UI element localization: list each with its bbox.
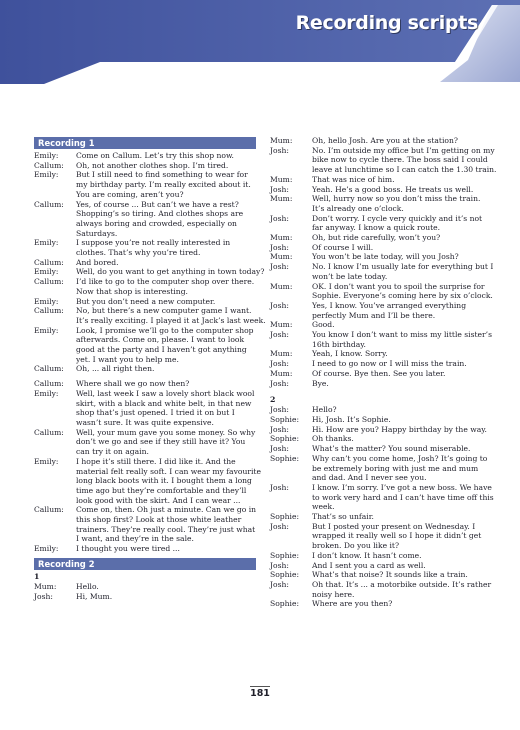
speaker-name: Mum: bbox=[34, 581, 57, 591]
dialogue-line bbox=[34, 287, 256, 297]
speaker-name: Emily: bbox=[34, 456, 59, 466]
dialogue-line bbox=[270, 483, 500, 493]
speaker-name: Josh: bbox=[270, 405, 289, 415]
dialogue-line bbox=[270, 165, 500, 175]
dialogue-line bbox=[34, 515, 256, 525]
speaker-name: Callum: bbox=[34, 427, 64, 437]
dialogue-text: Hi, Josh. It’s Sophie. bbox=[312, 414, 391, 424]
dialogue-text: Oh, not another clothes shop. I’m tired. bbox=[76, 160, 229, 170]
dialogue-line bbox=[34, 534, 256, 544]
dialogue-text: It’s really exciting. I played it at Jack’s last week. bbox=[76, 315, 266, 325]
speaker-name: Mum: bbox=[270, 368, 293, 378]
speaker-name: Mum: bbox=[270, 174, 293, 184]
speaker-name: Josh: bbox=[34, 591, 53, 601]
dialogue-text: far anyway. I know a quick route. bbox=[312, 223, 441, 233]
dialogue-text: Well, last week I saw a lovely short black wool bbox=[76, 388, 255, 398]
recording-2-header: Recording 2 bbox=[34, 558, 256, 570]
page-number-rule bbox=[250, 686, 270, 687]
dialogue-line bbox=[270, 570, 500, 580]
dialogue-line bbox=[270, 551, 500, 561]
speaker-name: Josh: bbox=[270, 213, 289, 223]
dialogue-text: Hello. bbox=[76, 581, 99, 591]
speaker-name: Emily: bbox=[34, 296, 59, 306]
dialogue-text: No. I know I’m usually late for everything but I bbox=[312, 262, 494, 272]
dialogue-text: this shop first? Look at those white leather bbox=[76, 515, 242, 525]
speaker-name: Josh: bbox=[270, 424, 289, 434]
dialogue-line bbox=[270, 291, 500, 301]
dialogue-line bbox=[34, 476, 256, 486]
dialogue-text: bike now to cycle there. The boss said I could bbox=[312, 155, 488, 165]
speaker-name: Emily: bbox=[34, 325, 59, 335]
dialogue-line bbox=[270, 464, 500, 474]
dialogue-text: You know I don’t want to miss my little sister’s bbox=[312, 330, 492, 340]
dialogue-line bbox=[34, 592, 256, 602]
dialogue-text: I don’t know. It hasn’t come. bbox=[312, 550, 422, 560]
dialogue-line bbox=[270, 415, 500, 425]
dialogue-line bbox=[270, 379, 500, 389]
dialogue-line bbox=[34, 180, 256, 190]
dialogue-line bbox=[270, 454, 500, 464]
dialogue-text: clothes. That’s why you’re tired. bbox=[76, 248, 201, 258]
dialogue-line bbox=[270, 502, 500, 512]
dialogue-text: skirt, with a black and white belt, in that new bbox=[76, 398, 252, 408]
speaker-name: Callum: bbox=[34, 160, 64, 170]
right-column bbox=[270, 136, 500, 609]
dialogue-line bbox=[270, 136, 500, 146]
dialogue-line bbox=[34, 408, 256, 418]
dialogue-line bbox=[270, 359, 500, 369]
speaker-name: Emily: bbox=[34, 151, 59, 160]
dialogue-text: afterwards. Come on, please. I want to look bbox=[76, 335, 245, 345]
speaker-name: Josh: bbox=[270, 242, 289, 252]
dialogue-text: be extremely boring with just me and mum bbox=[312, 463, 479, 473]
dialogue-text: Well, hurry now so you don’t miss the train. bbox=[312, 194, 481, 204]
recording-1-header: Recording 1 bbox=[34, 137, 256, 149]
dialogue-text: It’s already one o’clock. bbox=[312, 203, 404, 213]
dialogue-text: material felt really soft. I can wear my favourite bbox=[76, 466, 261, 476]
speaker-name: Callum: bbox=[34, 306, 64, 316]
dialogue-text: Why can’t you come home, Josh? It’s going to bbox=[312, 453, 488, 463]
dialogue-line bbox=[270, 425, 500, 435]
dialogue-text: But I still need to find something to wear for bbox=[76, 170, 248, 180]
dialogue-line bbox=[270, 155, 500, 165]
dialogue-text: Oh, but ride carefully, won’t you? bbox=[312, 233, 441, 243]
speaker-name: Callum: bbox=[34, 379, 64, 389]
section-gap bbox=[270, 388, 500, 393]
dialogue-text: my birthday party. I’m really excited about it. bbox=[76, 180, 251, 190]
dialogue-line bbox=[34, 447, 256, 457]
dialogue-text: time ago but they’re comfortable and they’ll bbox=[76, 485, 247, 495]
speaker-name: Callum: bbox=[34, 277, 64, 287]
header-banner bbox=[0, 0, 520, 84]
dialogue-line bbox=[270, 580, 500, 590]
recording-2-part-2 bbox=[270, 405, 500, 609]
dialogue-line bbox=[34, 277, 256, 287]
speaker-name: Mum: bbox=[270, 281, 293, 291]
dialogue-text: Come on Callum. Let’s try this shop now. bbox=[76, 151, 234, 160]
dialogue-text: Hi, Mum. bbox=[76, 591, 113, 601]
dialogue-line bbox=[270, 330, 500, 340]
speaker-name: Josh: bbox=[270, 145, 289, 155]
dialogue-line bbox=[270, 204, 500, 214]
dialogue-line bbox=[270, 175, 500, 185]
dialogue-text: I thought you were tired ... bbox=[76, 544, 180, 554]
dialogue-line bbox=[34, 306, 256, 316]
dialogue-text: Come on, then. Oh just a minute. Can we go in bbox=[76, 505, 257, 515]
dialogue-line bbox=[34, 486, 256, 496]
speaker-name: Sophie: bbox=[270, 414, 300, 424]
dialogue-line bbox=[34, 399, 256, 409]
speaker-name: Emily: bbox=[34, 388, 59, 398]
speaker-name: Mum: bbox=[270, 233, 293, 243]
dialogue-line bbox=[34, 170, 256, 180]
dialogue-text: No. I’m outside my office but I’m getting on my bbox=[312, 145, 495, 155]
dialogue-line bbox=[34, 428, 256, 438]
dialogue-line bbox=[270, 405, 500, 415]
dialogue-line bbox=[270, 493, 500, 503]
dialogue-line bbox=[34, 326, 256, 336]
dialogue-line bbox=[34, 219, 256, 229]
dialogue-text: Don’t worry. I cycle very quickly and it’s not bbox=[312, 213, 483, 223]
dialogue-line bbox=[34, 457, 256, 467]
dialogue-text: Look, I promise we’ll go to the computer shop bbox=[76, 325, 254, 335]
dialogue-line bbox=[270, 214, 500, 224]
dialogue-text: Hi. How are you? Happy birthday by the way. bbox=[312, 424, 487, 434]
dialogue-line bbox=[34, 544, 256, 554]
dialogue-line bbox=[34, 345, 256, 355]
dialogue-text: I hope it’s still there. I did like it. And the bbox=[76, 456, 236, 466]
dialogue-line bbox=[34, 437, 256, 447]
dialogue-line bbox=[34, 582, 256, 592]
dialogue-text: won’t be late today. bbox=[312, 271, 388, 281]
dialogue-text: Shopping’s so tiring. And clothes shops are bbox=[76, 209, 244, 219]
dialogue-line bbox=[34, 315, 266, 326]
dialogue-text: always boring and crowded, especially on bbox=[76, 218, 237, 228]
speaker-name: Josh: bbox=[270, 482, 289, 492]
dialogue-text: Yes, I know. You’ve arranged everything bbox=[312, 300, 467, 310]
dialogue-line bbox=[270, 561, 500, 571]
dialogue-line bbox=[270, 599, 500, 609]
speaker-name: Sophie: bbox=[270, 434, 300, 444]
speaker-name: Josh: bbox=[270, 262, 289, 272]
dialogue-line bbox=[270, 349, 500, 359]
dialogue-text: That’s so unfair. bbox=[312, 512, 374, 522]
dialogue-text: wasn’t sure. It was quite expensive. bbox=[76, 417, 214, 427]
dialogue-text: And bored. bbox=[76, 257, 119, 267]
dialogue-text: Oh that. It’s ... a motorbike outside. It’s rather bbox=[312, 579, 492, 589]
dialogue-text: OK. I don’t want you to spoil the surprise for bbox=[312, 281, 485, 291]
dialogue-text: Where are you then? bbox=[312, 599, 393, 609]
speaker-name: Sophie: bbox=[270, 550, 300, 560]
dialogue-line bbox=[34, 248, 256, 258]
speaker-name: Mum: bbox=[270, 136, 293, 145]
speaker-name: Sophie: bbox=[270, 512, 300, 522]
dialogue-text: Good. bbox=[312, 320, 335, 330]
dialogue-line bbox=[34, 161, 256, 171]
dialogue-text: But I posted your present on Wednesday. I bbox=[312, 521, 476, 531]
dialogue-line bbox=[270, 473, 500, 483]
dialogue-text: Oh, ... all right then. bbox=[76, 364, 155, 374]
dialogue-text: perfectly Mum and I’ll be there. bbox=[312, 310, 436, 320]
dialogue-text: broken. Do you like it? bbox=[312, 541, 400, 551]
dialogue-line bbox=[270, 146, 500, 156]
speaker-name: Emily: bbox=[34, 544, 59, 554]
dialogue-line bbox=[270, 434, 500, 444]
dialogue-line bbox=[34, 525, 256, 535]
dialogue-text: Of course I will. bbox=[312, 242, 374, 252]
dialogue-text: Of course. Bye then. See you later. bbox=[312, 368, 446, 378]
dialogue-text: Yeah, I know. Sorry. bbox=[312, 349, 388, 359]
dialogue-line bbox=[270, 590, 500, 600]
dialogue-text: You are coming, aren’t you? bbox=[76, 189, 184, 199]
speaker-name: Mum: bbox=[270, 194, 293, 204]
dialogue-text: Now that shop is interesting. bbox=[76, 286, 188, 296]
dialogue-text: No, but there’s a new computer game I want. bbox=[76, 306, 252, 316]
dialogue-line bbox=[34, 151, 256, 161]
dialogue-text: And I sent you a card as well. bbox=[312, 560, 426, 570]
dialogue-text: Well, do you want to get anything in town today? bbox=[76, 267, 265, 277]
speaker-name: Callum: bbox=[34, 257, 64, 267]
dialogue-text: What’s the matter? You sound miserable. bbox=[312, 444, 471, 454]
dialogue-line bbox=[270, 369, 500, 379]
speaker-name: Mum: bbox=[270, 320, 293, 330]
dialogue-text: 16th birthday. bbox=[312, 339, 366, 349]
dialogue-text: wrapped it really well so I hope it didn’t get bbox=[312, 531, 482, 541]
dialogue-line bbox=[34, 355, 256, 365]
dialogue-line bbox=[270, 301, 500, 311]
dialogue-text: to work very hard and I can’t have time off this bbox=[312, 492, 494, 502]
dialogue-text: can try it on again. bbox=[76, 447, 149, 457]
dialogue-line bbox=[34, 496, 256, 506]
dialogue-text: Sophie. Everyone’s coming here by six o’clock. bbox=[312, 291, 493, 301]
speaker-name: Josh: bbox=[270, 330, 289, 340]
recording-2-part-1-start bbox=[34, 582, 256, 601]
dialogue-line bbox=[270, 262, 500, 272]
speaker-name: Josh: bbox=[270, 378, 289, 388]
part-number-1: 1 bbox=[34, 571, 40, 581]
dialogue-text: That was nice of him. bbox=[312, 174, 395, 184]
speaker-name: Callum: bbox=[34, 505, 64, 515]
dialogue-line bbox=[270, 243, 500, 253]
dialogue-text: Yes, of course ... But can’t we have a rest? bbox=[76, 199, 239, 209]
dialogue-line bbox=[34, 335, 256, 345]
dialogue-text: I suppose you’re not really interested in bbox=[76, 238, 231, 248]
dialogue-text: Oh thanks. bbox=[312, 434, 354, 444]
dialogue-text: yet. I want you to help me. bbox=[76, 354, 179, 364]
dialogue-line bbox=[34, 297, 256, 307]
recording-1-transcript bbox=[34, 151, 266, 554]
speaker-name: Mum: bbox=[270, 349, 293, 359]
dialogue-line bbox=[34, 379, 256, 389]
dialogue-line bbox=[270, 311, 500, 321]
speaker-name: Sophie: bbox=[270, 599, 300, 609]
dialogue-text: Where shall we go now then? bbox=[76, 379, 190, 389]
dialogue-line bbox=[34, 238, 256, 248]
dialogue-line bbox=[270, 531, 500, 541]
dialogue-line bbox=[270, 522, 500, 532]
dialogue-line bbox=[270, 444, 500, 454]
dialogue-text: Yeah. He’s a good boss. He treats us well. bbox=[312, 184, 474, 194]
dialogue-line bbox=[270, 223, 500, 233]
speaker-name: Sophie: bbox=[270, 570, 300, 580]
dialogue-text: I’d like to go to the computer shop over there. bbox=[76, 277, 255, 287]
dialogue-text: good at the party and I haven’t got anything bbox=[76, 345, 247, 355]
dialogue-text: week. bbox=[312, 502, 335, 512]
dialogue-line bbox=[270, 272, 500, 282]
dialogue-text: Bye. bbox=[312, 378, 329, 388]
speaker-name: Emily: bbox=[34, 170, 59, 180]
dialogue-text: What’s that noise? It sounds like a train. bbox=[312, 570, 468, 580]
dialogue-text: Hello? bbox=[312, 405, 337, 415]
dialogue-line bbox=[270, 252, 500, 262]
dialogue-text: I know. I’m sorry. I’ve got a new boss. We have bbox=[312, 482, 492, 492]
dialogue-line bbox=[270, 512, 500, 522]
dialogue-text: Well, your mum gave you some money. So why bbox=[76, 427, 256, 437]
dialogue-line bbox=[270, 541, 500, 551]
dialogue-line bbox=[34, 258, 256, 268]
speaker-name: Sophie: bbox=[270, 453, 300, 463]
dialogue-line bbox=[34, 418, 256, 428]
dialogue-text: shop that’s just opened. I tried it on but I bbox=[76, 408, 235, 418]
dialogue-text: noisy here. bbox=[312, 589, 355, 599]
speaker-name: Josh: bbox=[270, 300, 289, 310]
dialogue-line bbox=[270, 320, 500, 330]
speaker-name: Josh: bbox=[270, 521, 289, 531]
speaker-name: Josh: bbox=[270, 184, 289, 194]
dialogue-text: trainers. They’re really cool. They’re just what bbox=[76, 524, 256, 534]
dialogue-line bbox=[34, 190, 256, 200]
dialogue-line bbox=[34, 364, 256, 374]
dialogue-text: Saturdays. bbox=[76, 228, 118, 238]
dialogue-line bbox=[270, 233, 500, 243]
dialogue-text: and dad. And I never see you. bbox=[312, 473, 427, 483]
dialogue-line bbox=[270, 194, 500, 204]
dialogue-text: But you don’t need a new computer. bbox=[76, 296, 216, 306]
page-number: 181 bbox=[250, 688, 270, 699]
speaker-name: Emily: bbox=[34, 267, 59, 277]
dialogue-line bbox=[34, 505, 256, 515]
speaker-name: Josh: bbox=[270, 359, 289, 369]
dialogue-text: long black boots with it. I bought them a long bbox=[76, 476, 252, 486]
left-column bbox=[34, 137, 266, 601]
dialogue-line bbox=[34, 209, 256, 219]
dialogue-text: I need to go now or I will miss the train. bbox=[312, 359, 467, 369]
speaker-name: Callum: bbox=[34, 364, 64, 374]
speaker-name: Callum: bbox=[34, 199, 64, 209]
dialogue-line bbox=[34, 389, 256, 399]
dialogue-text: look good with the skirt. And I can wear ... bbox=[76, 495, 241, 505]
recording-2-part-1-continued bbox=[270, 136, 500, 388]
dialogue-line bbox=[34, 466, 261, 477]
dialogue-text: I want, and they’re in the sale. bbox=[76, 534, 194, 544]
speaker-name: Josh: bbox=[270, 579, 289, 589]
speaker-name: Emily: bbox=[34, 238, 59, 248]
part-number-2: 2 bbox=[270, 395, 276, 405]
dialogue-line bbox=[270, 185, 500, 195]
speaker-name: Josh: bbox=[270, 560, 289, 570]
dialogue-text: don’t we go and see if they still have it? You bbox=[76, 437, 246, 447]
dialogue-line bbox=[34, 229, 256, 239]
dialogue-line bbox=[270, 282, 500, 292]
speaker-name: Josh: bbox=[270, 444, 289, 454]
page-title: Recording scripts bbox=[295, 12, 478, 34]
dialogue-text: Oh, hello Josh. Are you at the station? bbox=[312, 136, 458, 145]
dialogue-line bbox=[34, 200, 256, 210]
dialogue-text: leave at lunchtime so I can catch the 1.30 train. bbox=[312, 165, 497, 175]
dialogue-line bbox=[270, 340, 500, 350]
dialogue-text: You won’t be late today, will you Josh? bbox=[312, 252, 459, 262]
dialogue-line bbox=[34, 267, 265, 277]
speaker-name: Mum: bbox=[270, 252, 293, 262]
